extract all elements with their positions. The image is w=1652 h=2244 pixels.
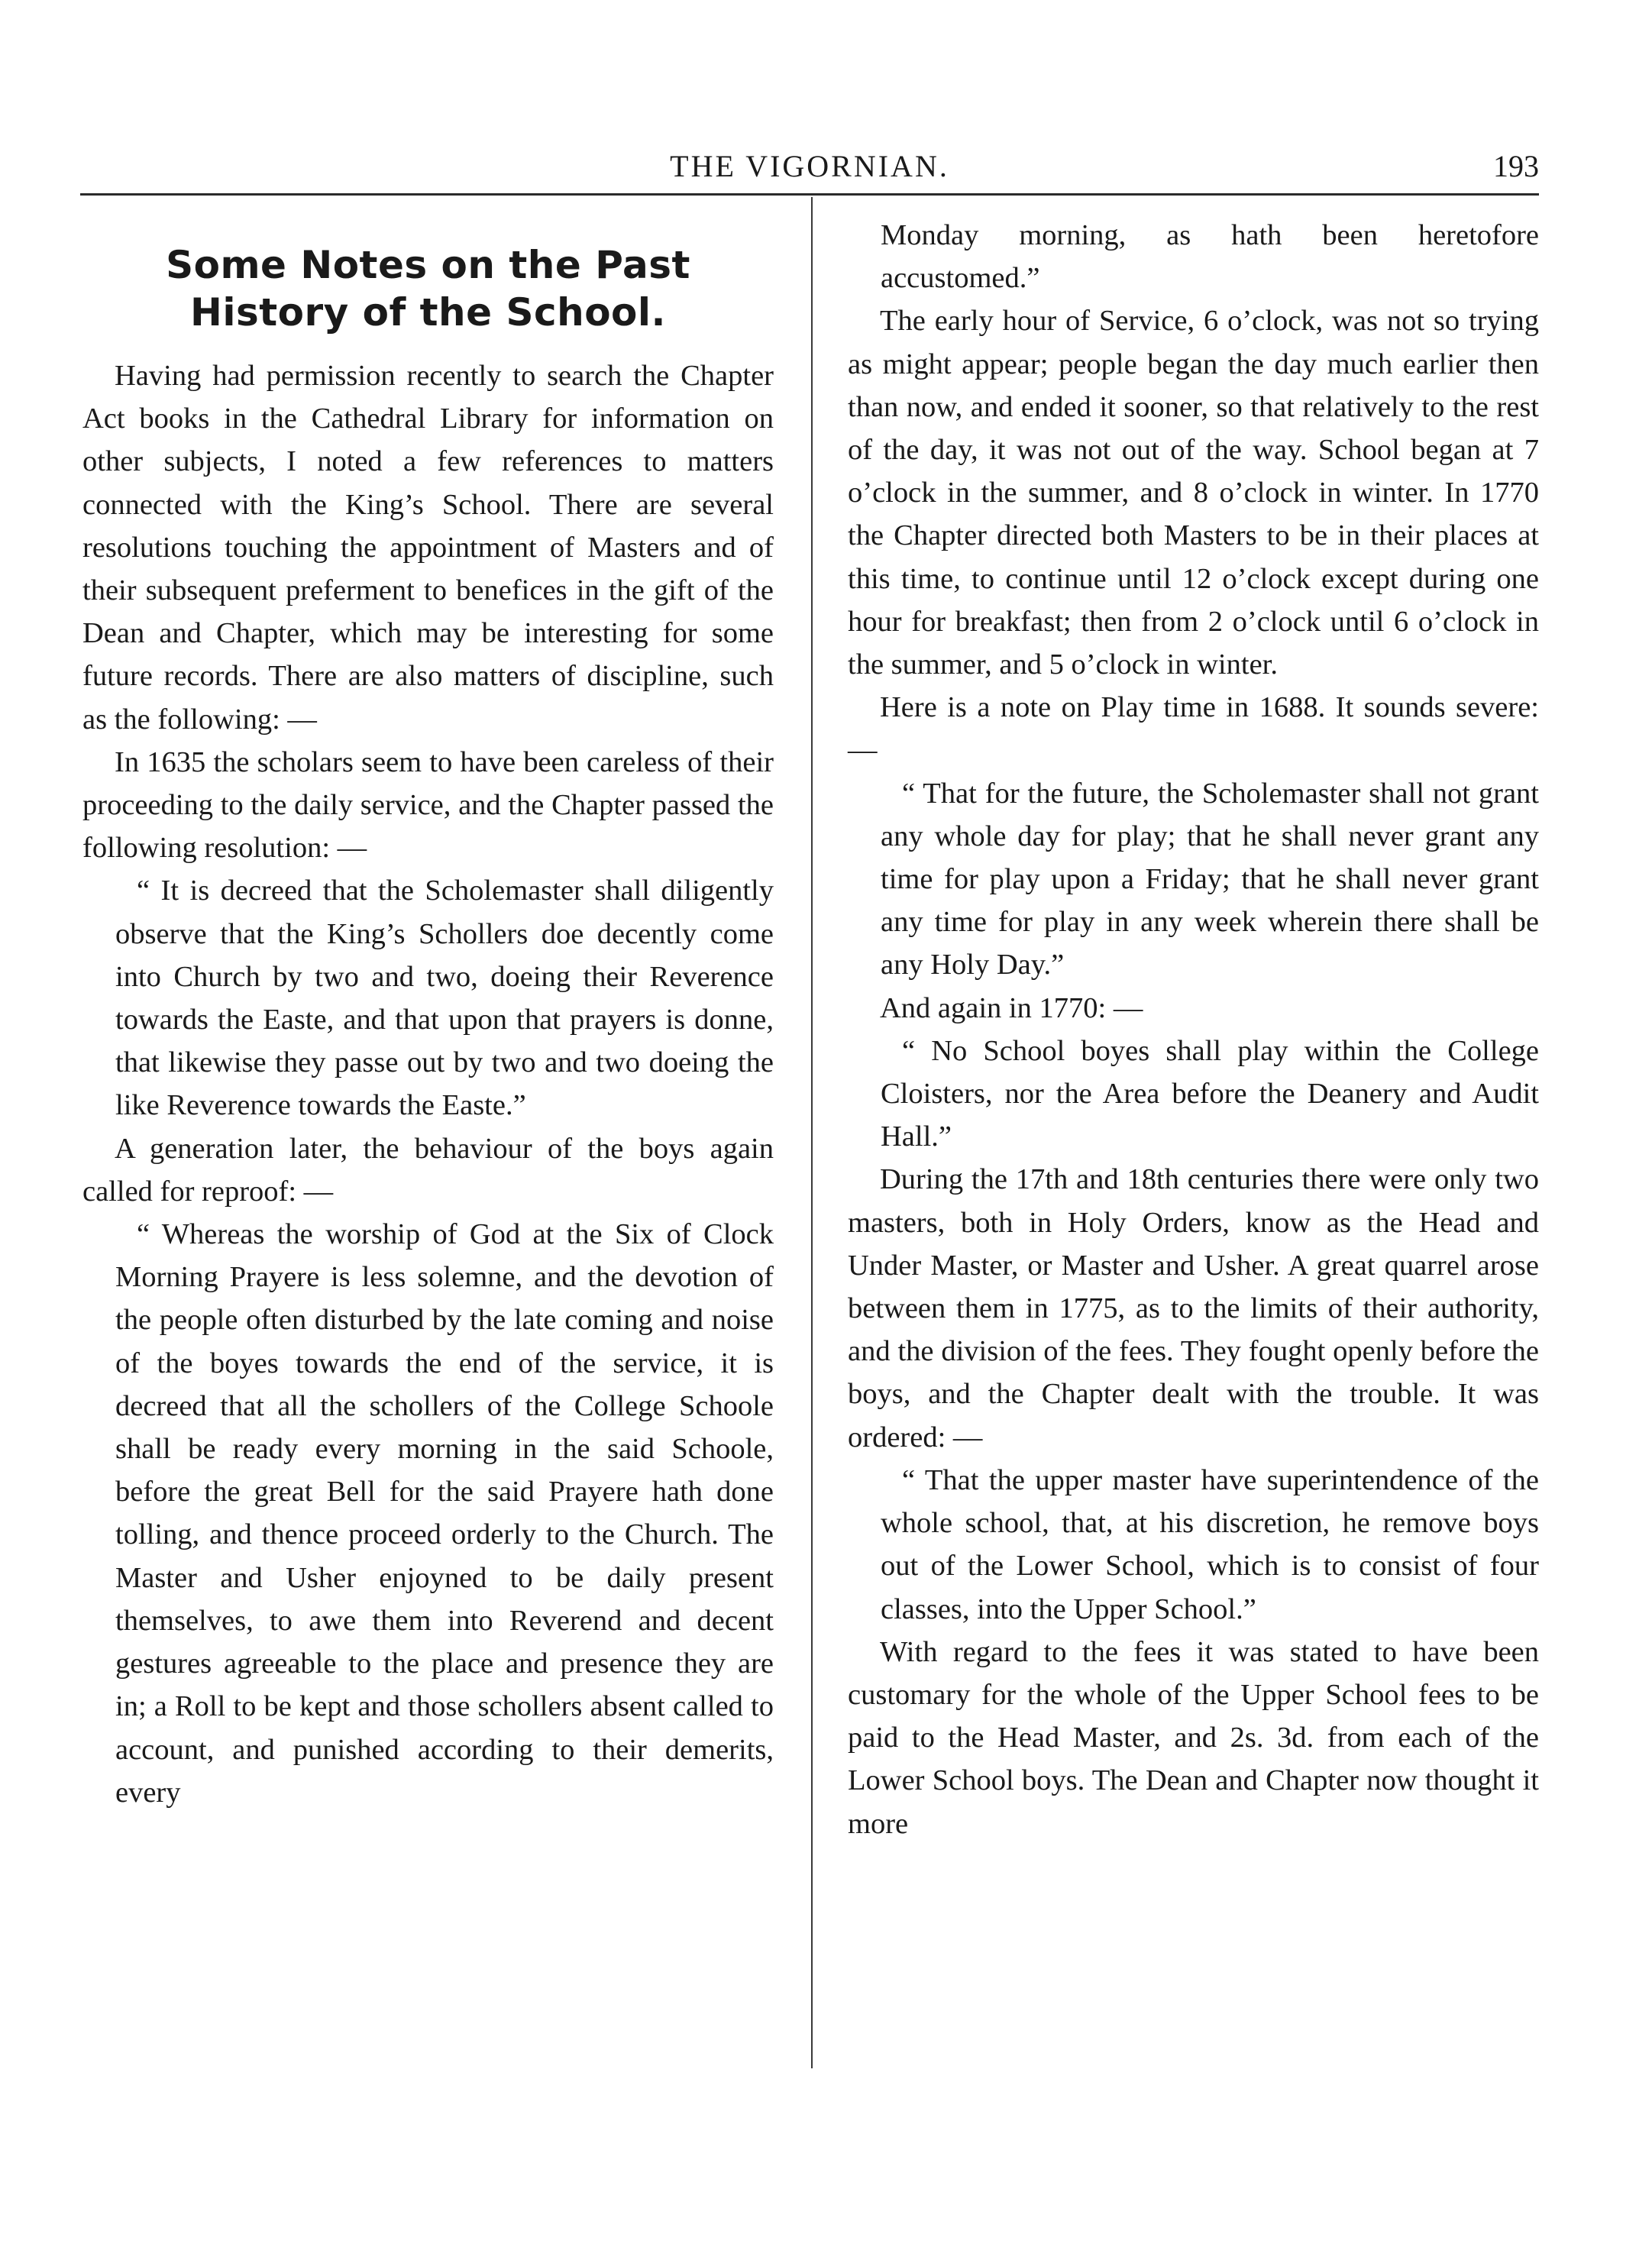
block-quote-continued: Monday morning, as hath been heretofore accustomed.” xyxy=(881,219,1539,295)
paragraph: During the 17th and 18th centuries there were only two masters, both in Holy Orders, know as the Head and Under Master, or Master and Usher. A great quarrel arose between them in 1775, as to the limits of their authority, and the division of the fees. They fought openly before the boys, and the Chapter dealt with the trouble. It was ordered: — xyxy=(848,1163,1539,1453)
page-header xyxy=(80,142,1539,191)
article-title: Some Notes on the Past History of the School. xyxy=(166,243,690,335)
block-quote: “ No School boyes shall play within the College Cloisters, nor the Area before the Deanery and Audit Hall.” xyxy=(881,1034,1539,1153)
paragraph: And again in 1770: — xyxy=(880,991,1143,1024)
block-quote: “ That for the future, the Scholemaster shall not grant any whole day for play; that he shall never grant any time for play upon a Friday; that he shall never grant any time for play in any week wherein there shall be any Holy Day.” xyxy=(881,777,1539,981)
header-rule xyxy=(80,193,1539,196)
column-divider xyxy=(811,197,813,2068)
paragraph: With regard to the fees it was stated to have been customary for the whole of the Upper School fees to be paid to the Head Master, and 2s. 3d. from each of the Lower School boys. The Dean and Chapter now thought it more xyxy=(848,1635,1539,1840)
running-title: THE VIGORNIAN. xyxy=(670,149,949,183)
paragraph: Here is a note on Play time in 1688. It sounds severe: — xyxy=(848,691,1539,767)
block-quote: “ Whereas the worship of God at the Six of Clock Morning Prayere is less solemne, and the devotion of the people often disturbed by the late coming and noise of the boyes towards the end of the service, it is decreed that all the schollers of the College Schoole shall be ready every morning in the said Schoole, before the great Bell for the said Prayere hath done tolling, and thence proceed orderly to the Church. The Master and Usher enjoyned to be daily present themselves, to awe them into Reverend and decent gestures agreeable to the place and presence they are in; a Roll to be kept and those schollers absent called to account, and punished according to their demerits, every xyxy=(115,1218,774,1809)
paragraph: In 1635 the scholars seem to have been careless of their proceeding to the daily service, and the Chapter passed the following resolution: — xyxy=(82,745,774,865)
left-column xyxy=(82,214,774,1814)
paragraph: A generation later, the behaviour of the boys again called for reproof: — xyxy=(82,1132,774,1208)
paragraph: The early hour of Service, 6 o’clock, was not so trying as might appear; people began the day much earlier then than now, and ended it sooner, so that relatively to the rest of the day, it was not out of the way. School began at 7 o’clock in the summer, and 8 o’clock in winter. In 1770 the Chapter directed both Masters to be in their places at this time, to continue until 12 o’clock except during one hour for breakfast; then from 2 o’clock until 6 o’clock in the summer, and 5 o’clock in winter. xyxy=(848,305,1539,681)
right-column xyxy=(848,214,1539,1845)
paragraph: Having had permission recently to search the Chapter Act books in the Cathedral Library for information on other subjects, I noted a few references to matters connected with the King’s School. There are several resolutions touching the appointment of Masters and of their subsequent preferment to benefices in the gift of the Dean and Chapter, which may be interesting for some future records. There are also matters of discipline, such as the following: — xyxy=(82,360,774,736)
block-quote: “ That the upper master have superintendence of the whole school, that, at his discretion, he remove boys out of the Lower School, which is to consist of four classes, into the Upper School.” xyxy=(881,1463,1539,1625)
page-number: 193 xyxy=(1493,149,1539,183)
block-quote: “ It is decreed that the Scholemaster shall diligently observe that the King’s Schollers doe decently come into Church by two and two, doeing their Reverence towards the Easte, and that upon that prayers is donne, that likewise they passe out by two and two doeing the like Reverence towards the Easte.” xyxy=(115,875,774,1122)
